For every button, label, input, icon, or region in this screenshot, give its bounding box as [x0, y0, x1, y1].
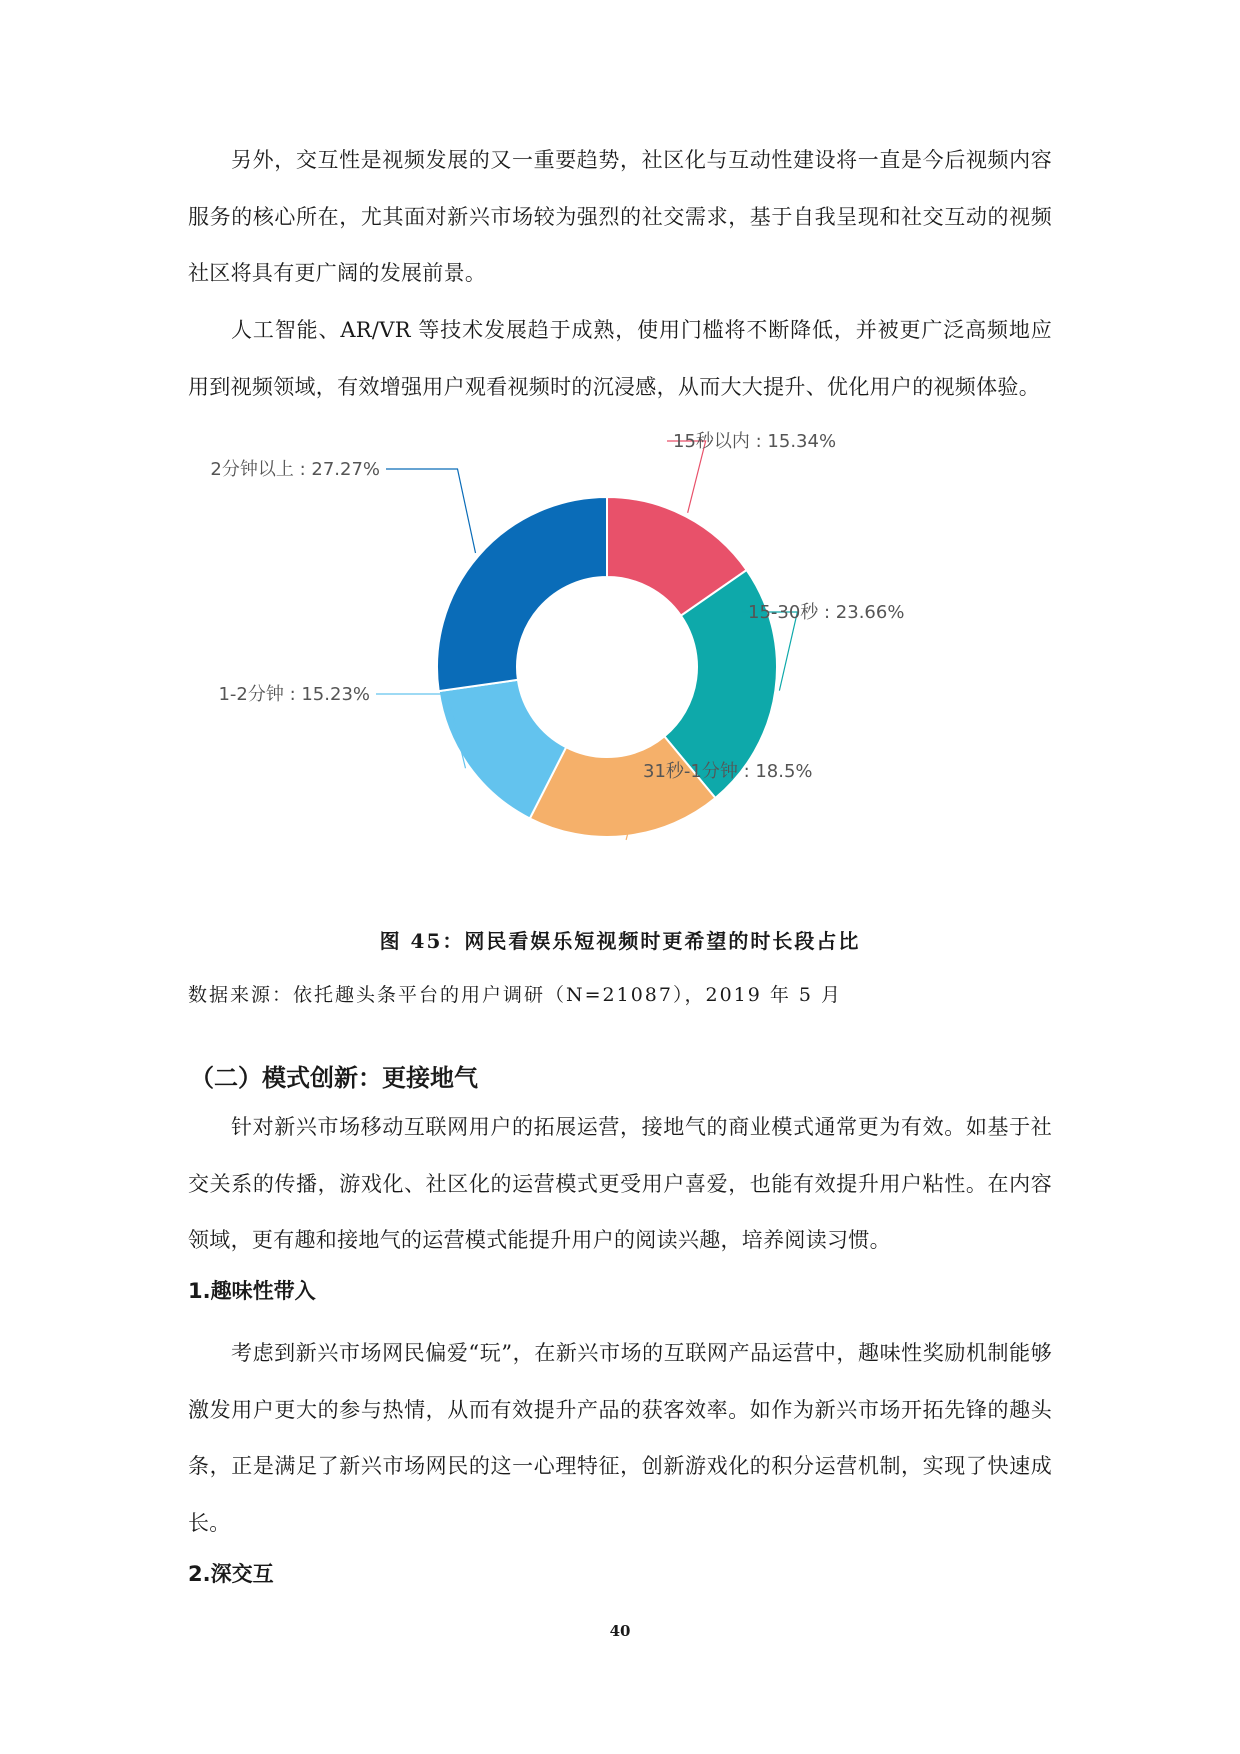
figure-source: 数据来源：依托趣头条平台的用户调研（N=21087），2019 年 5 月: [188, 984, 843, 1006]
subheading-deep-interaction: 2.深交互: [188, 1562, 274, 1586]
slice-label: 15秒以内 : 15.34%: [673, 431, 837, 452]
slice-labels: [210, 431, 904, 782]
page-number: 40: [609, 1622, 631, 1640]
subheading-fun: 1.趣味性带入: [188, 1279, 316, 1303]
slice-label: 1-2分钟 : 15.23%: [218, 684, 370, 705]
slice-label: 31秒-1分钟 : 18.5%: [643, 761, 813, 782]
paragraph-fun: 考虑到新兴市场网民偏爱“玩”，在新兴市场的互联网产品运营中，趣味性奖励机制能够激发用户更大的参与热情，从而有效提升产品的获客效率。如作为新兴市场开拓先锋的趣头条，正是满足了新兴市场网民的这一心理特征，创新游戏化的积分运营机制，实现了快速成长。: [188, 1341, 1052, 1535]
donut-slices: [437, 497, 777, 837]
leader-line: [386, 469, 476, 553]
paragraph-ai-arvr: 人工智能、AR/VR 等技术发展趋于成熟，使用门槛将不断降低，并被更广泛高频地应用到视频领域，有效增强用户观看视频时的沉浸感，从而大大提升、优化用户的视频体验。: [188, 318, 1052, 399]
slice-label: 15-30秒 : 23.66%: [748, 602, 905, 623]
paragraph-interactivity: 另外，交互性是视频发展的又一重要趋势，社区化与互动性建设将一直是今后视频内容服务的核心所在，尤其面对新兴市场较为强烈的社交需求，基于自我呈现和社交互动的视频社区将具有更广阔的发展前景。: [188, 148, 1052, 285]
figure-caption: 图 45：网民看娱乐短视频时更希望的时长段占比: [379, 929, 861, 953]
donut-slice: [437, 497, 607, 691]
section-heading: （二）模式创新：更接地气: [190, 1064, 478, 1092]
slice-label: 2分钟以上 : 27.27%: [210, 459, 380, 480]
duration-donut-chart: [188, 431, 1052, 885]
paragraph-business-model: 针对新兴市场移动互联网用户的拓展运营，接地气的商业模式通常更为有效。如基于社交关系的传播，游戏化、社区化的运营模式更受用户喜爱，也能有效提升用户粘性。在内容领域，更有趣和接地气的运营模式能提升用户的阅读兴趣，培养阅读习惯。: [188, 1115, 1052, 1252]
